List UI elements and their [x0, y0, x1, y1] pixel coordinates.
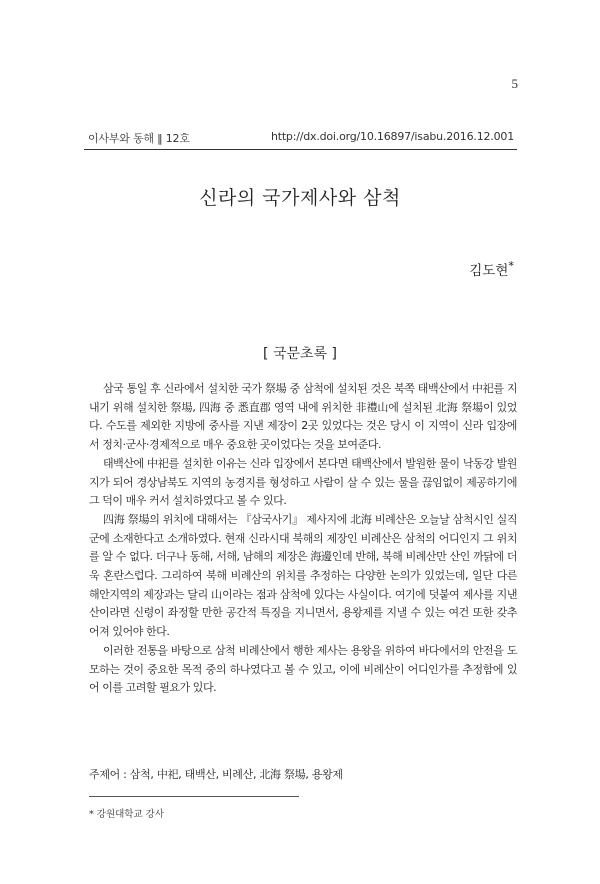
- running-header: [88, 130, 514, 146]
- abstract-paragraph: 이러한 전통을 바탕으로 삼척 비례산에서 행한 제사는 용왕을 위하여 바다에서의 안전을 도모하는 것이 중요한 목적 중의 하나였다고 볼 수 있고, 이에 비례산이 어디인가를 추정함에 있어 이를 고려할 필요가 있다.: [89, 643, 517, 695]
- abstract-paragraph: 삼국 통일 후 신라에서 설치한 국가 祭場 중 삼척에 설치된 것은 북쪽 태백산에서 中祀를 지내기 위해 설치한 祭場, 四海 중 悉直郡 영역 내에 위치한 非禮山에 설치된 北海 祭場이 있었다. 수도를 제외한 지방에 중사를 지낸 제장이 2곳 있었다는 것은 당시 이 지역이 신라 입장에서 정치·군사·경제적으로 매우 중요한 곳이었다는 것을 보여준다.: [89, 382, 517, 452]
- keywords: 주제어 : 삼척, 中祀, 태백산, 비례산, 北海 祭場, 용왕제: [89, 768, 343, 781]
- page-number: 5: [511, 76, 518, 91]
- abstract-body: [89, 380, 517, 698]
- doi-link[interactable]: http://dx.doi.org/10.16897/isabu.2016.12.001: [270, 130, 514, 143]
- author-name: 김도현: [469, 263, 509, 279]
- header-divider: [84, 149, 517, 150]
- article-title: 신라의 국가제사와 삼척: [199, 187, 401, 209]
- author-footnote: * 강원대학교 강사: [89, 809, 165, 820]
- abstract-paragraph: 四海 祭場의 위치에 대해서는 『삼국사기』 제사지에 北海 비례산은 오늘날 삼척시인 실직군에 소재한다고 소개하였다. 현재 신라시대 북해의 제장인 비례산은 삼척의 어디인지 그 위치를 알 수 없다. 더구나 동해, 서해, 남해의 제장은 海邊인데 반해, 북해 비례산만 산인 까닭에 더욱 혼란스럽다. 그리하여 북해 비례산의 위치를 추정하는 다양한 논의가 있었는데, 일단 다른 해안지역의 제장과는 달리 山이라는 점과 삼척에 있다는 사실이다. 여기에 덧붙여 제사를 지낸 산이라면 신령이 좌정할 만한 공간적 특징을 지니면서, 용왕제를 지낼 수 있는 여건 또한 갖추어져 있어야 한다.: [89, 512, 517, 639]
- journal-name: 이사부와 동해 ‖ 12호: [88, 132, 190, 145]
- author-footnote-mark: *: [508, 259, 514, 273]
- footnote-divider: [89, 796, 299, 797]
- abstract-heading: [ 국문초록 ]: [263, 346, 337, 362]
- author-line: [469, 259, 514, 279]
- abstract-paragraph: 태백산에 中祀를 설치한 이유는 신라 입장에서 본다면 태백산에서 발원한 물이 낙동강 발원지가 되어 경상남북도 지역의 농경지를 형성하고 사람이 살 수 있는 물을 끊임없이 제공하기에 그 덕이 매우 커서 설치하였다고 볼 수 있다.: [89, 456, 517, 508]
